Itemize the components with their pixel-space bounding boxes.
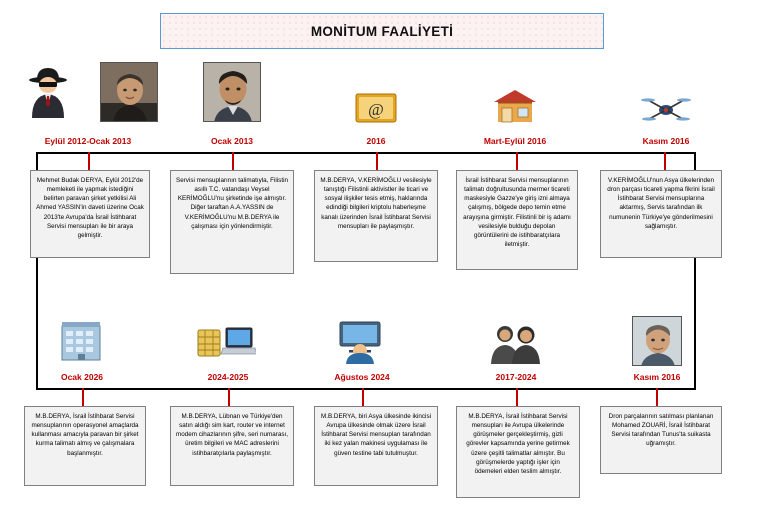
event-box-r2-3: M.B.DERYA, biri Asya ülkesinde ikincisi Avrupa ülkesinde olmak üzere İsrail İstihbarat Servisi mensupları tarafından iki kez yalan makinesi uygulaması ile güven testine tabi tutulmuştur. xyxy=(314,406,438,486)
user-monitor-icon xyxy=(334,320,386,364)
event-box-r2-5: Dron parçalarının satılması planlanan Mohamed ZOUARİ, İsrail İstihbarat Servisi tarafından Tunus'ta suikasta uğramıştır. xyxy=(600,406,722,474)
sim-and-laptop-icon xyxy=(196,324,256,362)
timeline-line-row2 xyxy=(36,388,696,390)
tick-r2-5 xyxy=(656,388,658,406)
event-box-r2-1: M.B.DERYA, İsrail İstihbarat Servisi mensuplarının operasyonel amaçlarda kullanması amacıyla paravan bir şirket kurma talimatı almış ve çalışmalara başlanmıştır. xyxy=(24,406,146,486)
date-label-r1-1: Eylül 2012-Ocak 2013 xyxy=(44,136,132,146)
person-photo-3 xyxy=(632,316,682,366)
warehouse-icon xyxy=(492,88,538,124)
spy-and-photo-icon xyxy=(18,62,78,120)
event-box-r1-4: İsrail İstihbarat Servisi mensuplarının talimatı doğrultusunda mermer ticareti maskesiyle Gazze'ye giriş izni almaya çalışmış, bölgede depo temin etme arayışına girmiştir. Filistinli bir iş adamı vesilesiyle bulduğu depoları görüntülerini de istihbaratçılara iletmiştir. xyxy=(456,170,578,270)
tick-r2-1 xyxy=(82,388,84,406)
date-label-r1-5: Kasım 2016 xyxy=(642,136,690,146)
date-label-r1-2: Ocak 2013 xyxy=(210,136,254,146)
person-photo-2 xyxy=(203,62,261,122)
page-title-text: MONİTUM FAALİYETİ xyxy=(310,23,454,39)
tick-r1-4 xyxy=(516,152,518,170)
event-box-r1-1: Mehmet Budak DERYA, Eylül 2012'de memleketi ile yapmak istediğini belirten paravan şirket yetkilisi Ali Ahmed YASSIN'in daveti üzerine Ocak 2013'te Avrupa'da İsrail İstihbarat Servisi mensupları ile bir araya gelmiştir. xyxy=(30,170,150,258)
event-box-r1-2: Servisi mensuplarının talimatıyla, Filistin asıllı T.C. vatandaşı Veysel KERİMOĞLU'nu şirketinde işe almıştır. Diğer taraftan A.A.YASSIN de V.KERİMOĞLU'nu M.B.DERYA ile çalışması için yönlendirmiştir. xyxy=(170,170,294,274)
tick-r1-1 xyxy=(88,152,90,170)
timeline-line-row1 xyxy=(36,152,696,154)
tick-r2-4 xyxy=(516,388,518,406)
tick-r2-2 xyxy=(228,388,230,406)
event-box-r1-3: M.B.DERYA, V.KERİMOĞLU vesilesiyle tanıştığı Filistinli aktivistler ile ticari ve sosyal ilişkiler tesis etmiş, haklarında edindiği bilgileri kriptolu haberleşme kanalı üzerinden İsrail İstihbarat Servisi mensupları ile paylaşmıştır. xyxy=(314,170,438,262)
date-label-r2-2: 2024-2025 xyxy=(207,372,249,382)
tick-r2-3 xyxy=(362,388,364,406)
two-users-icon xyxy=(488,322,544,364)
date-label-r1-4: Mart-Eylül 2016 xyxy=(483,136,547,146)
tick-r1-5 xyxy=(664,152,666,170)
tick-r1-2 xyxy=(232,152,234,170)
page-title xyxy=(160,13,604,49)
date-label-r2-5: Kasım 2016 xyxy=(633,372,681,382)
event-box-r2-2: M.B.DERYA, Lübnan ve Türkiye'den satın aldığı sim kart, router ve internet modem cihazlarının şifre, seri numarası, üretim bilgileri ve MAC adreslerini istihbaratçılarla paylaşmıştır. xyxy=(170,406,294,486)
date-label-r2-1: Ocak 2026 xyxy=(60,372,104,382)
date-label-r2-4: 2017-2024 xyxy=(495,372,537,382)
email-at-icon xyxy=(355,92,397,124)
event-box-r2-4: M.B.DERYA, İsrail İstihbarat Servisi mensupları ile Avrupa ülkelerinde görüşmeler gerçekleştirmiş, gizli görevler kapsamında yerine getirmek üzere çeşitli talimatlar almıştır. Bu görüşmelerde yaptığı işler için ödemeleri elden teslim almıştır. xyxy=(456,406,580,498)
svg-text:@: @ xyxy=(368,100,384,119)
tick-r1-3 xyxy=(376,152,378,170)
drone-icon xyxy=(640,92,692,124)
person-photo-1 xyxy=(100,62,158,122)
office-building-icon xyxy=(56,320,108,362)
date-label-r1-3: 2016 xyxy=(366,136,386,146)
event-box-r1-5: V.KERİMOĞLU'nun Asya ülkelerinden dron parçası ticareti yapma fikrini İsrail İstihbarat Servisi mensuplarına aktarmış, Servis tarafından ilk numunenin Türkiye'ye gönderilmesini sağlamıştır. xyxy=(600,170,722,258)
date-label-r2-3: Ağustos 2024 xyxy=(334,372,390,382)
